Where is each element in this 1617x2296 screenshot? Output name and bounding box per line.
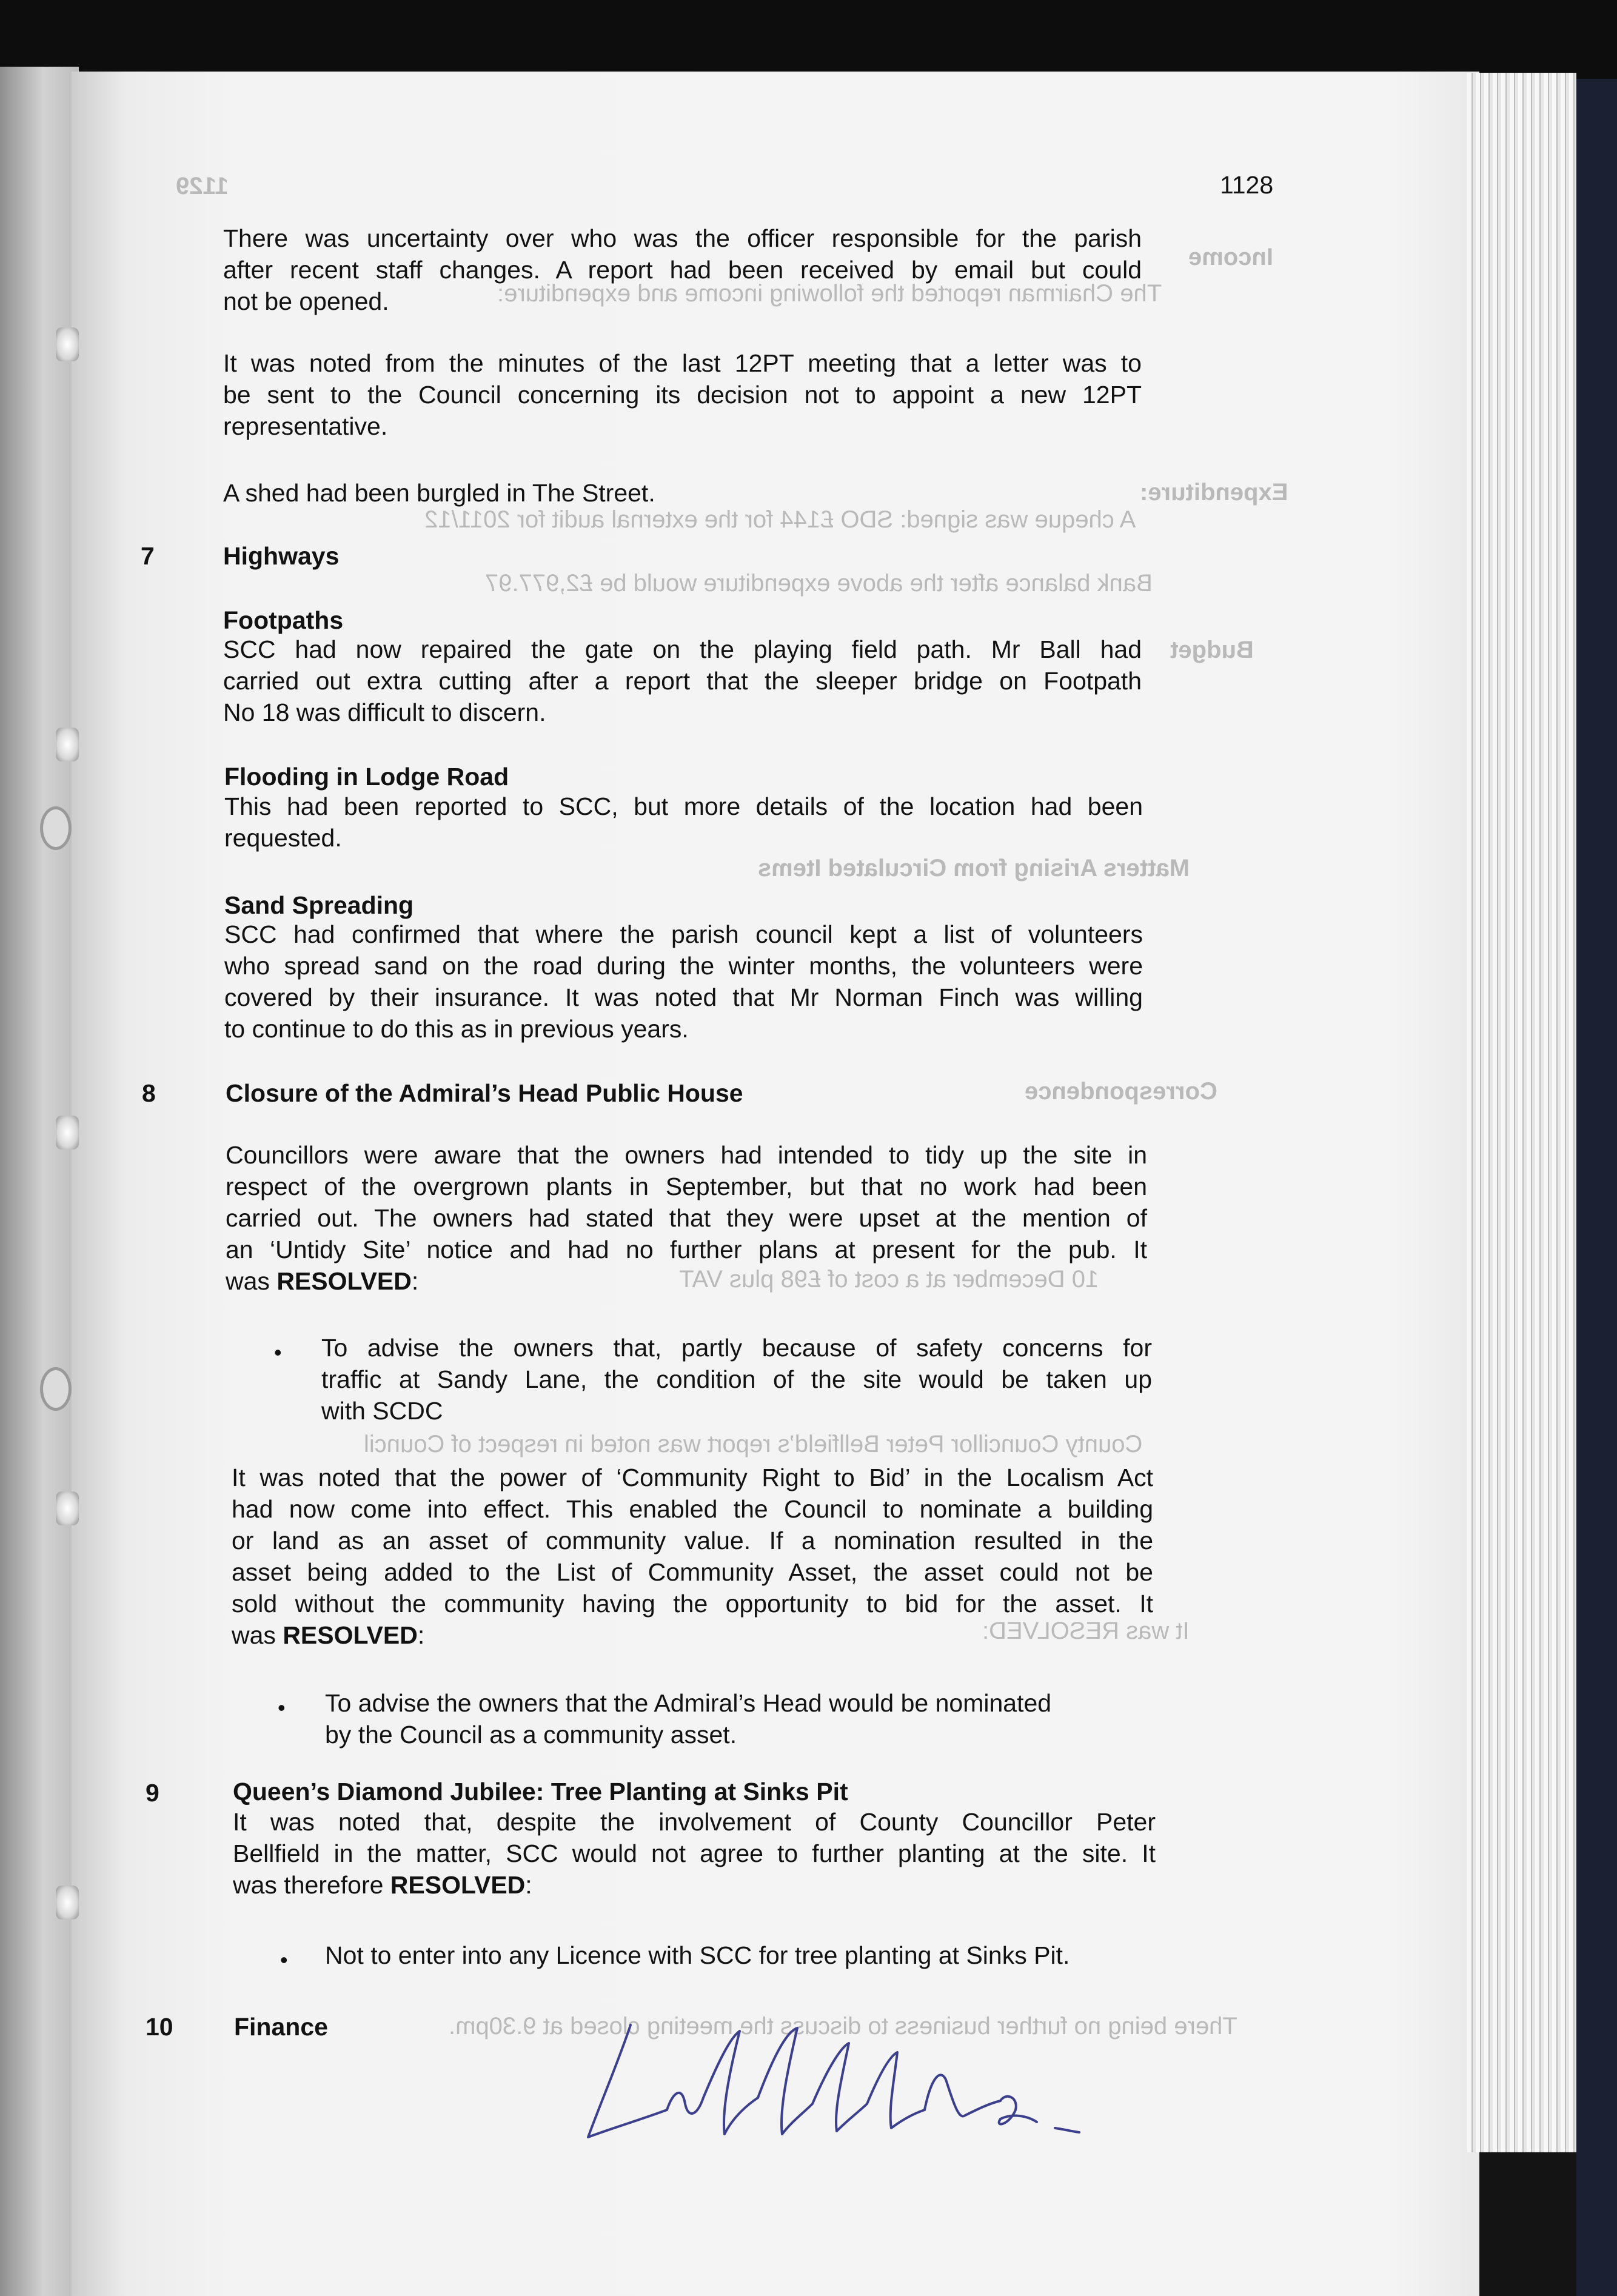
paragraph-line: requested. [224,824,342,852]
resolved-label: RESOLVED [283,1621,418,1649]
paragraph-line: representative. [223,412,388,440]
paragraph-line: who spread sand on the road during the winter months, the volunteers were [224,952,1143,980]
bullet-line: traffic at Sandy Lane, the condition of the site would be taken up [321,1365,1152,1393]
show-through-text: Correspondence [1025,1078,1217,1105]
paragraph-line: be sent to the Council concerning its decision not to appoint a new 12PT [223,381,1142,409]
paragraph-line: SCC had confirmed that where the parish council kept a list of volunteers [224,920,1143,948]
paragraph-line: covered by their insurance. It was noted that Mr Norman Finch was willing [224,983,1143,1011]
show-through-text: County Councillor Peter Bellfield’s report was noted in respect of Council [364,1431,1143,1458]
bullet-point: • [274,1340,282,1365]
show-through-text: Matters Arising from Circulated Items [758,855,1190,882]
section-number: 8 [142,1079,156,1107]
section-number: 10 [146,2013,173,2041]
show-through-text: Expenditure: [1140,479,1288,506]
show-through-text: The Chairman reported the following income and expenditure: [497,280,1162,307]
paragraph-line: respect of the overgrown plants in September, but that no work had been [226,1173,1147,1200]
paragraph-line: Councillors were aware that the owners had intended to tidy up the site in [226,1141,1147,1169]
resolved-label: RESOLVED [276,1267,412,1295]
paragraph-line: There was uncertainty over who was the officer responsible for the parish [223,224,1142,252]
handwritten-signature [576,2013,1158,2152]
show-through-text: Bank balance after the above expenditure would be £2,977.97 [485,570,1153,597]
paragraph-line: after recent staff changes. A report had been received by email but could [223,256,1142,284]
subsection-heading: Sand Spreading [224,891,414,919]
section-number: 9 [146,1779,159,1807]
bullet-line: Not to enter into any Licence with SCC for tree planting at Sinks Pit. [325,1941,1070,1969]
text-run: : [411,1267,419,1295]
section-number: 7 [141,542,155,570]
show-through-text: Income [1188,244,1274,270]
paragraph-line: not be opened. [223,287,389,315]
section-heading: Queen’s Diamond Jubilee: Tree Planting at Sinks Pit [233,1778,848,1806]
paragraph-line: This had been reported to SCC, but more details of the location had been [224,792,1143,820]
paragraph-line: sold without the community having the opportunity to bid for the asset. It [232,1590,1153,1618]
subsection-heading: Footpaths [223,606,344,634]
bullet-point: • [280,1947,288,1972]
show-through-page-number: 1129 [176,173,229,199]
paragraph-line: It was noted from the minutes of the last 12PT meeting that a letter was to [223,349,1142,377]
bullet-line: To advise the owners that the Admiral’s Head would be nominated [325,1689,1052,1717]
bullet-line: with SCDC [321,1397,443,1425]
text-run: was [226,1267,277,1295]
show-through-text: 10 December at a cost of £98 plus VAT [679,1266,1099,1293]
paragraph-line: carried out. The owners had stated that they were upset at the mention of [226,1204,1147,1232]
paragraph-line [233,1870,532,1900]
show-through-text: There being no further business to discuss the meeting closed at 9.30pm. [449,2013,1237,2040]
paragraph-line: or land as an asset of community value. If a nomination resulted in the [232,1527,1153,1555]
paragraph-line: asset being added to the List of Community Asset, the asset could not be [232,1558,1153,1586]
text-run: was [232,1621,283,1649]
paragraph-line: carried out extra cutting after a report that the sleeper bridge on Footpath [223,667,1142,695]
paragraph-line: SCC had now repaired the gate on the playing field path. Mr Ball had [223,635,1142,663]
paragraph-line: It was noted that, despite the involvement of County Councillor Peter [233,1808,1156,1836]
page-number: 1128 [1220,171,1274,199]
subsection-heading: Flooding in Lodge Road [224,763,509,791]
show-through-text: It was RESOLVED: [982,1618,1190,1644]
section-heading: Finance [234,2013,328,2041]
bullet-line: by the Council as a community asset. [325,1721,737,1749]
text-run: : [417,1621,425,1649]
paragraph-line [226,1266,418,1296]
paragraph-line: A shed had been burgled in The Street. [223,479,655,507]
text-run: was therefore [233,1871,390,1899]
bullet-line: To advise the owners that, partly because of safety concerns for [321,1334,1152,1362]
paragraph-line: Bellfield in the matter, SCC would not agree to further planting at the site. It [233,1839,1156,1867]
show-through-text: Budget [1170,637,1254,663]
section-heading: Closure of the Admiral’s Head Public House [226,1079,743,1107]
paragraph-line: It was noted that the power of ‘Community Right to Bid’ in the Localism Act [232,1464,1153,1491]
bullet-point: • [278,1695,286,1720]
resolved-label: RESOLVED [390,1871,526,1899]
section-heading: Highways [223,542,340,570]
paragraph-line: had now come into effect. This enabled the Council to nominate a building [232,1495,1153,1523]
paragraph-line [232,1620,424,1650]
text-run: : [525,1871,532,1899]
paragraph-line: No 18 was difficult to discern. [223,698,546,726]
show-through-text: A cheque was signed: SDO £144 for the external audit for 2011/12 [424,506,1136,533]
paragraph-line: to continue to do this as in previous years. [224,1015,689,1043]
paragraph-line: an ‘Untidy Site’ notice and had no further plans at present for the pub. It [226,1236,1147,1263]
